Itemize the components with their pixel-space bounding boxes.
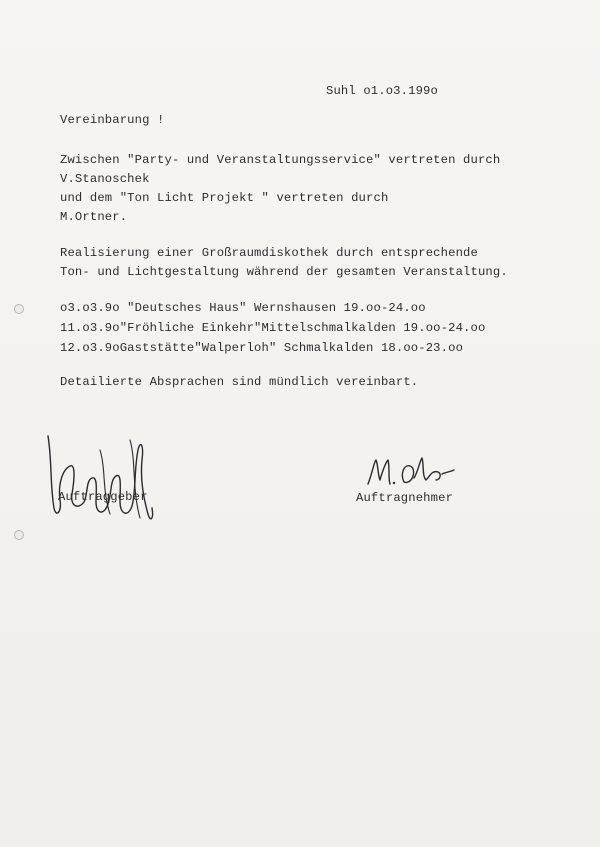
punch-hole-top xyxy=(14,304,24,314)
purpose-line-1: Realisierung einer Großraumdiskothek durch entsprechende xyxy=(60,246,478,260)
event-line-3: 12.o3.9oGaststätte"Walperloh" Schmalkalden 18.oo-23.oo xyxy=(60,341,464,355)
left-signature-label: Auftraggeber xyxy=(58,490,148,504)
parties-line-3: und dem "Ton Licht Projekt " vertreten durch xyxy=(60,191,389,205)
purpose-line-2: Ton- und Lichtgestaltung während der gesamten Veranstaltung. xyxy=(60,265,508,279)
parties-line-1: Zwischen "Party- und Veranstaltungsservice" vertreten durch xyxy=(60,153,501,167)
right-signature-label: Auftragnehmer xyxy=(356,491,454,505)
punch-hole-bottom xyxy=(14,530,24,540)
parties-line-4: M.Ortner. xyxy=(60,210,128,224)
right-signature-mark xyxy=(362,454,462,494)
closing-line: Detailierte Absprachen sind mündlich vereinbart. xyxy=(60,375,419,389)
event-line-1: o3.o3.9o "Deutsches Haus" Wernshausen 19.oo-24.oo xyxy=(60,301,426,315)
event-line-2: 11.o3.9o"Fröhliche Einkehr"Mittelschmalkalden 19.oo-24.oo xyxy=(60,321,486,335)
place-date: Suhl o1.o3.199o xyxy=(326,84,438,98)
heading: Vereinbarung ! xyxy=(60,113,165,127)
left-signature-mark xyxy=(40,430,160,530)
parties-line-2: V.Stanoschek xyxy=(60,172,150,186)
